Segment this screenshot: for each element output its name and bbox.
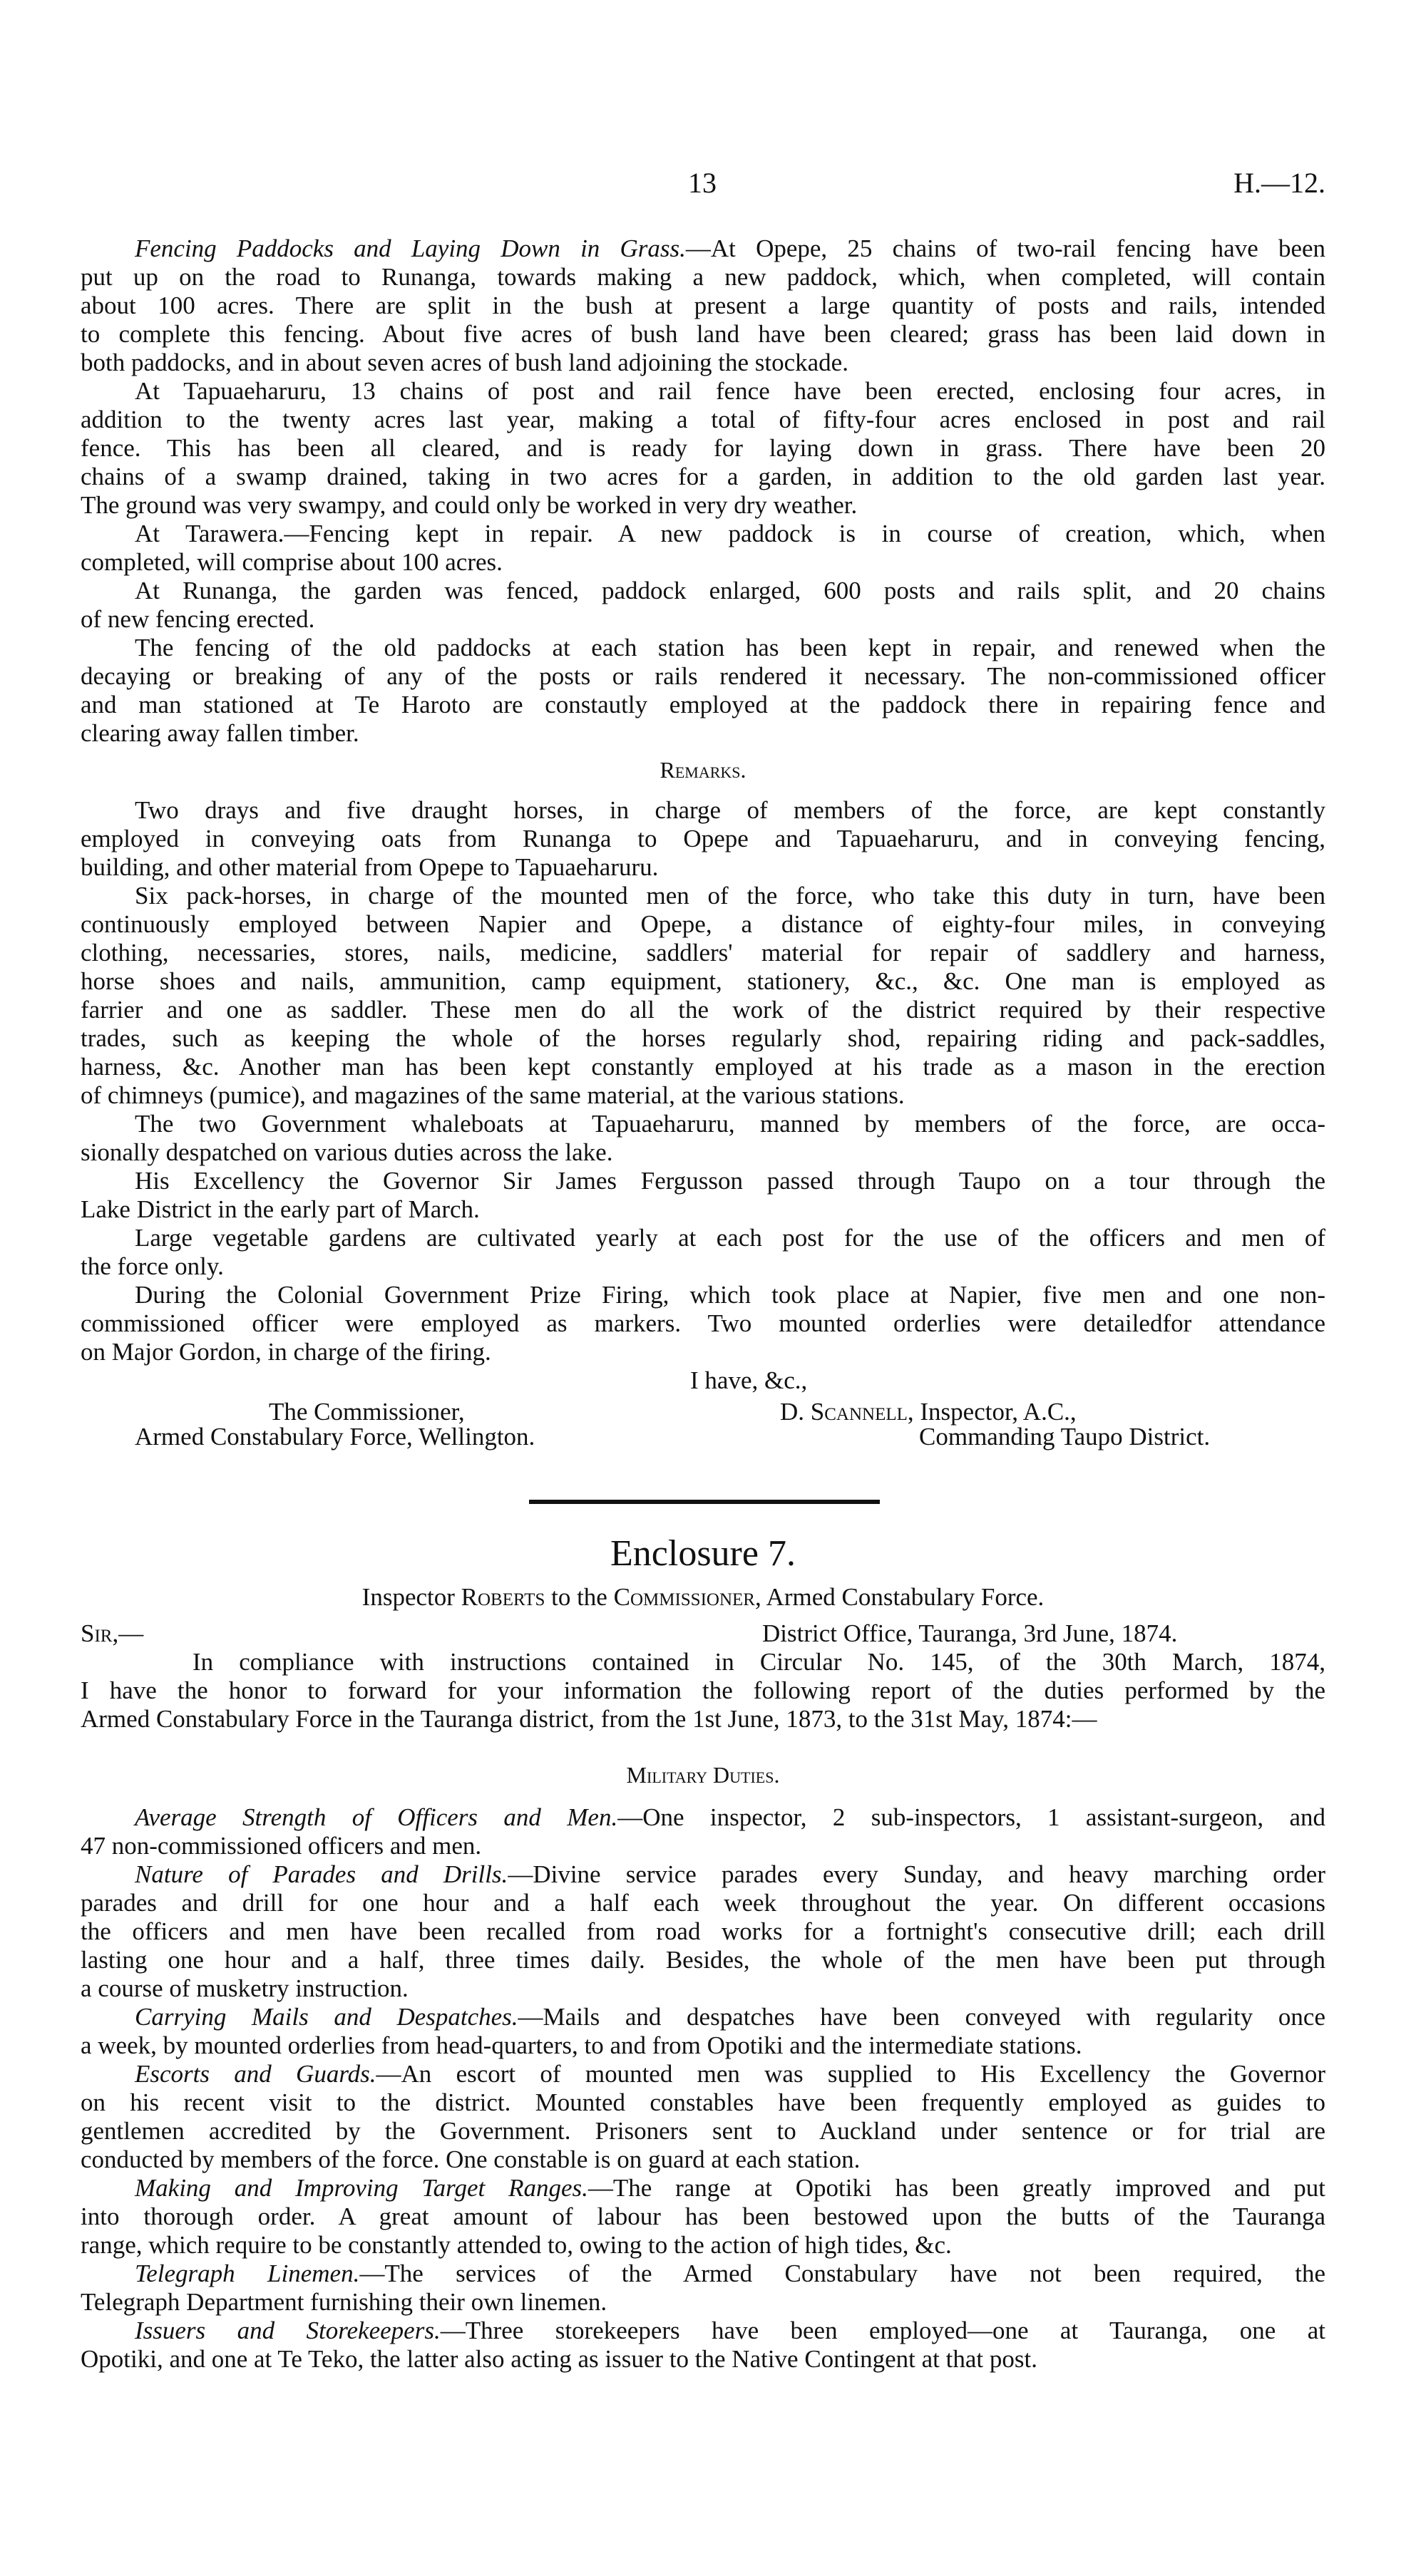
text-line: Opotiki, and one at Te Teko, the latter also acting as issuer to the Native Contingent at that post. bbox=[81, 2345, 1037, 2373]
text-line: Lake District in the early part of March. bbox=[81, 1195, 480, 1223]
text-line: During the Colonial Government Prize Firing, which took place at Napier, five men and one non- bbox=[135, 1281, 1325, 1309]
text-line: the officers and men have been recalled from road works for a fortnight's consecutive drill; each drill bbox=[81, 1917, 1325, 1945]
salutation: Sir,— bbox=[81, 1619, 144, 1647]
military-duties-heading: Military Duties. bbox=[626, 1762, 780, 1788]
text-line: clearing away fallen timber. bbox=[81, 719, 359, 747]
text-line: farrier and one as saddler. These men do all the work of the district required by their respective bbox=[81, 996, 1325, 1024]
text-line: into thorough order. A great amount of labour has been bestowed upon the butts of the Tauranga bbox=[81, 2203, 1325, 2230]
text-line: and man stationed at Te Haroto are constautly employed at the paddock there in repairing fence and bbox=[81, 691, 1325, 718]
text-line: horse shoes and nails, ammunition, camp equipment, stationery, &c., &c. One man is employed as bbox=[81, 967, 1325, 995]
text-line: At Tarawera.—Fencing kept in repair. A new paddock is in course of creation, which, when bbox=[135, 520, 1325, 547]
subtitle-sender: Roberts bbox=[461, 1583, 545, 1611]
text-line: about 100 acres. There are split in the bush at present a large quantity of posts and rails, intended bbox=[81, 292, 1325, 319]
enclosure-subtitle bbox=[0, 1583, 1406, 1612]
text-line: 47 non-commissioned officers and men. bbox=[81, 1832, 482, 1860]
text-line: completed, will comprise about 100 acres. bbox=[81, 548, 503, 576]
place-date: District Office, Tauranga, 3rd June, 1874. bbox=[762, 1619, 1178, 1647]
text-line: parades and drill for one hour and a half each week throughout the year. On different occasions bbox=[81, 1889, 1325, 1917]
subtitle-pre: Inspector bbox=[361, 1583, 461, 1611]
addressee-line-1: The Commissioner, bbox=[269, 1398, 465, 1426]
text-line bbox=[81, 1803, 1325, 1832]
text-line: clothing, necessaries, stores, nails, medicine, saddlers' material for repair of saddlery and harness, bbox=[81, 939, 1325, 967]
subtitle-recipient: Commissioner bbox=[613, 1583, 755, 1611]
section-divider-rule bbox=[529, 1500, 880, 1504]
text-line: the force only. bbox=[81, 1252, 224, 1280]
page-number: 13 bbox=[688, 167, 717, 199]
text-line: on his recent visit to the district. Mounted constables have been frequently employed as guides to bbox=[81, 2088, 1325, 2116]
line-text: —Divine service parades every Sunday, and heavy marching order bbox=[508, 1860, 1325, 1888]
text-line: lasting one hour and a half, three times daily. Besides, the whole of the men have been put through bbox=[81, 1946, 1325, 1974]
text-line: Large vegetable gardens are cultivated yearly at each post for the use of the officers and men of bbox=[135, 1224, 1325, 1252]
text-line: At Runanga, the garden was fenced, paddock enlarged, 600 posts and rails split, and 20 chains bbox=[135, 577, 1325, 604]
text-line: of chimneys (pumice), and magazines of the same material, at the various stations. bbox=[81, 1081, 905, 1109]
document-reference: H.—12. bbox=[1233, 167, 1325, 199]
text-line: Six pack-horses, in charge of the mounted men of the force, who take this duty in turn, have been bbox=[135, 882, 1325, 910]
paragraph-lead: Average Strength of Officers and Men. bbox=[135, 1803, 618, 1831]
text-line: gentlemen accredited by the Government. Prisoners sent to Auckland under sentence or for trial are bbox=[81, 2117, 1325, 2145]
text-line: fence. This has been all cleared, and is ready for laying down in grass. There have been 20 bbox=[81, 434, 1325, 462]
text-line: range, which require to be constantly attended to, owing to the action of high tides, &c. bbox=[81, 2231, 952, 2259]
intro-section bbox=[81, 1648, 1325, 1733]
text-line: sionally despatched on various duties across the lake. bbox=[81, 1138, 613, 1166]
line-text: —The range at Opotiki has been greatly improved and put bbox=[587, 2174, 1326, 2202]
line-text: —Mails and despatches have been conveyed with regularity once bbox=[518, 2003, 1325, 2031]
paragraph-lead: Carrying Mails and Despatches. bbox=[135, 2003, 518, 2031]
line-text: —One inspector, 2 sub-inspectors, 1 assistant-surgeon, and bbox=[617, 1803, 1325, 1831]
text-line bbox=[81, 2317, 1325, 2345]
text-line bbox=[81, 2174, 1325, 2203]
text-line: building, and other material from Opepe to Tapuaeharuru. bbox=[81, 853, 659, 881]
text-line: trades, such as keeping the whole of the horses regularly shod, repairing riding and pack-saddles, bbox=[81, 1024, 1325, 1052]
text-line bbox=[81, 1860, 1325, 1889]
text-line: addition to the twenty acres last year, making a total of fifty-four acres enclosed in post and rail bbox=[81, 406, 1325, 433]
sender-title: , Inspector, A.C., bbox=[907, 1398, 1077, 1426]
text-line: employed in conveying oats from Runanga to Opepe and Tapuaeharuru, and in conveying fencing, bbox=[81, 825, 1325, 852]
text-line: At Tapuaeharuru, 13 chains of post and rail fence have been erected, enclosing four acres, in bbox=[135, 377, 1325, 405]
military-duties-section bbox=[81, 1803, 1325, 2374]
subtitle-post: , Armed Constabulary Force. bbox=[754, 1583, 1045, 1611]
text-line bbox=[81, 235, 1325, 263]
text-line bbox=[81, 2003, 1325, 2031]
text-line: to complete this fencing. About five acres of bush land have been cleared; grass has been laid down in bbox=[81, 320, 1325, 348]
line-text: —At Opepe, 25 chains of two-rail fencing have been bbox=[685, 235, 1326, 262]
paragraph-lead: Nature of Parades and Drills. bbox=[135, 1860, 508, 1888]
line-text: —An escort of mounted men was supplied to His Excellency the Governor bbox=[376, 2060, 1326, 2088]
text-line: a week, by mounted orderlies from head-quarters, to and from Opotiki and the intermediate stations. bbox=[81, 2031, 1082, 2059]
text-line: His Excellency the Governor Sir James Fergusson passed through Taupo on a tour through the bbox=[135, 1167, 1325, 1195]
text-line: continuously employed between Napier and Opepe, a distance of eighty-four miles, in conveying bbox=[81, 910, 1325, 938]
text-line: In compliance with instructions contained in Circular No. 145, of the 30th March, 1874, bbox=[193, 1648, 1325, 1676]
remarks-section bbox=[81, 796, 1325, 1366]
sender-line-2: Commanding Taupo District. bbox=[919, 1423, 1211, 1451]
text-line: The ground was very swampy, and could only be worked in very dry weather. bbox=[81, 491, 858, 519]
text-line: put up on the road to Runanga, towards making a new paddock, which, when completed, will contain bbox=[81, 263, 1325, 291]
text-line: commissioned officer were employed as markers. Two mounted orderlies were detailedfor attendance bbox=[81, 1309, 1325, 1337]
text-line: on Major Gordon, in charge of the firing. bbox=[81, 1338, 491, 1366]
text-line: harness, &c. Another man has been kept constantly employed at his trade as a mason in the erection bbox=[81, 1053, 1325, 1081]
text-line bbox=[81, 2060, 1325, 2088]
text-line: Two drays and five draught horses, in charge of members of the force, are kept constantly bbox=[135, 796, 1325, 824]
text-line: The two Government whaleboats at Tapuaeharuru, manned by members of the force, are occa- bbox=[135, 1110, 1325, 1138]
text-line: I have the honor to forward for your information the following report of the duties performed by the bbox=[81, 1676, 1325, 1704]
line-text: —Three storekeepers have been employed—one at Tauranga, one at bbox=[440, 2317, 1326, 2344]
sender-line-1 bbox=[780, 1398, 1077, 1426]
fencing-section bbox=[81, 235, 1325, 748]
text-line: both paddocks, and in about seven acres of bush land adjoining the stockade. bbox=[81, 349, 848, 376]
text-line: decaying or breaking of any of the posts or rails rendered it necessary. The non-commissioned officer bbox=[81, 662, 1325, 690]
sender-name: D. Scannell bbox=[780, 1398, 908, 1426]
addressee-line-2: Armed Constabulary Force, Wellington. bbox=[135, 1423, 535, 1451]
text-line: The fencing of the old paddocks at each station has been kept in repair, and renewed when the bbox=[135, 634, 1325, 661]
text-line: Telegraph Department furnishing their own linemen. bbox=[81, 2288, 607, 2316]
remarks-heading: Remarks. bbox=[660, 757, 746, 783]
paragraph-lead: Issuers and Storekeepers. bbox=[135, 2317, 441, 2344]
enclosure-title: Enclosure 7. bbox=[610, 1533, 796, 1574]
text-line bbox=[81, 2260, 1325, 2288]
paragraph-lead: Fencing Paddocks and Laying Down in Grass. bbox=[135, 235, 686, 262]
subtitle-mid: to the bbox=[545, 1583, 614, 1611]
text-line: chains of a swamp drained, taking in two acres for a garden, in addition to the old garden last year. bbox=[81, 463, 1325, 490]
line-text: —The services of the Armed Constabulary have not been required, the bbox=[359, 2260, 1325, 2287]
text-line: a course of musketry instruction. bbox=[81, 1974, 409, 2002]
paragraph-lead: Making and Improving Target Ranges. bbox=[135, 2174, 588, 2202]
paragraph-lead: Telegraph Linemen. bbox=[135, 2260, 360, 2287]
paragraph-lead: Escorts and Guards. bbox=[135, 2060, 376, 2088]
text-line: Armed Constabulary Force in the Tauranga district, from the 1st June, 1873, to the 31st May, 1874:— bbox=[81, 1705, 1097, 1733]
text-line: of new fencing erected. bbox=[81, 605, 315, 633]
text-line: conducted by members of the force. One constable is on guard at each station. bbox=[81, 2145, 861, 2173]
closing-line: I have, &c., bbox=[690, 1366, 808, 1394]
